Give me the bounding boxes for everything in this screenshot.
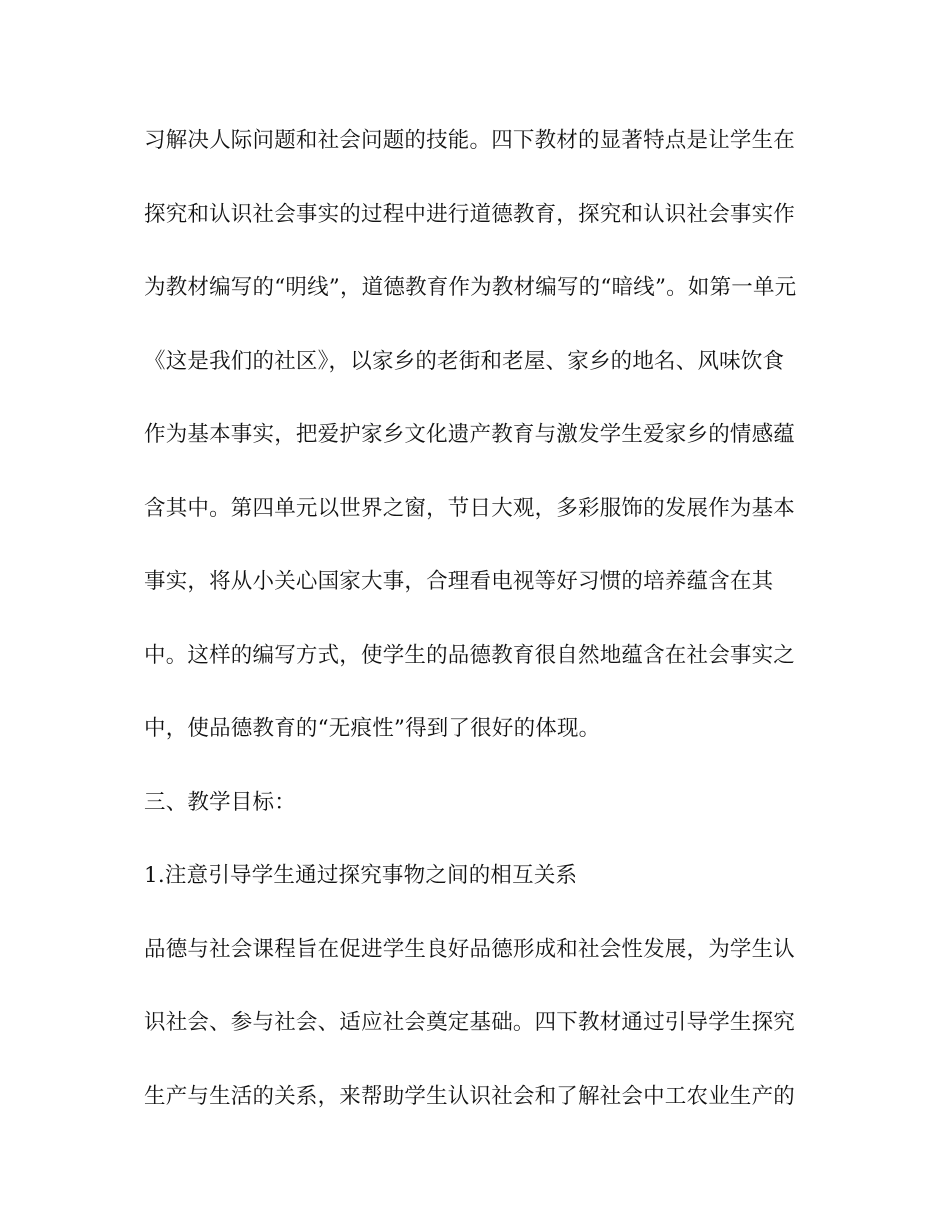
text-line-9: 中，使品德教育的“无痕性”得到了很好的体现。 (144, 716, 601, 741)
text-line-1: 习解决人际问题和社会问题的技能。四下教材的显著特点是让学生在 (144, 128, 796, 153)
text-line-4: 《这是我们的社区》，以家乡的老街和老屋、家乡的地名、风味饮食 (144, 348, 785, 374)
text-line-14: 生产与生活的关系，来帮助学生认识社会和了解社会中工农业生产的 (144, 1083, 796, 1109)
text-line-8: 中。这样的编写方式，使学生的品德教育很自然地蕴含在社会事实之 (144, 642, 796, 668)
text-line-3: 为教材编写的“明线”，道德教育作为教材编写的“暗线”。如第一单元 (144, 275, 797, 300)
text-line-5: 作为基本事实，把爱护家乡文化遗产教育与激发学生爱家乡的情感蕴 (144, 422, 796, 447)
section-heading: 三、教学目标： (144, 789, 296, 815)
text-line-7: 事实，将从小关心国家大事，合理看电视等好习惯的培养蕴含在其 (144, 569, 774, 594)
text-line-12: 品德与社会课程旨在促进学生良好品德形成和社会性发展，为学生认 (144, 936, 796, 962)
body-text (144, 118, 800, 1147)
text-line-13: 识社会、参与社会、适应社会奠定基础。四下教材通过引导学生探究 (144, 1010, 796, 1035)
subsection-heading: 1.注意引导学生通过探究事物之间的相互关系 (144, 863, 578, 888)
text-line-2: 探究和认识社会事实的过程中进行道德教育，探究和认识社会事实作 (144, 201, 796, 227)
text-line-6: 含其中。第四单元以世界之窗，节日大观，多彩服饰的发展作为基本 (144, 495, 796, 521)
